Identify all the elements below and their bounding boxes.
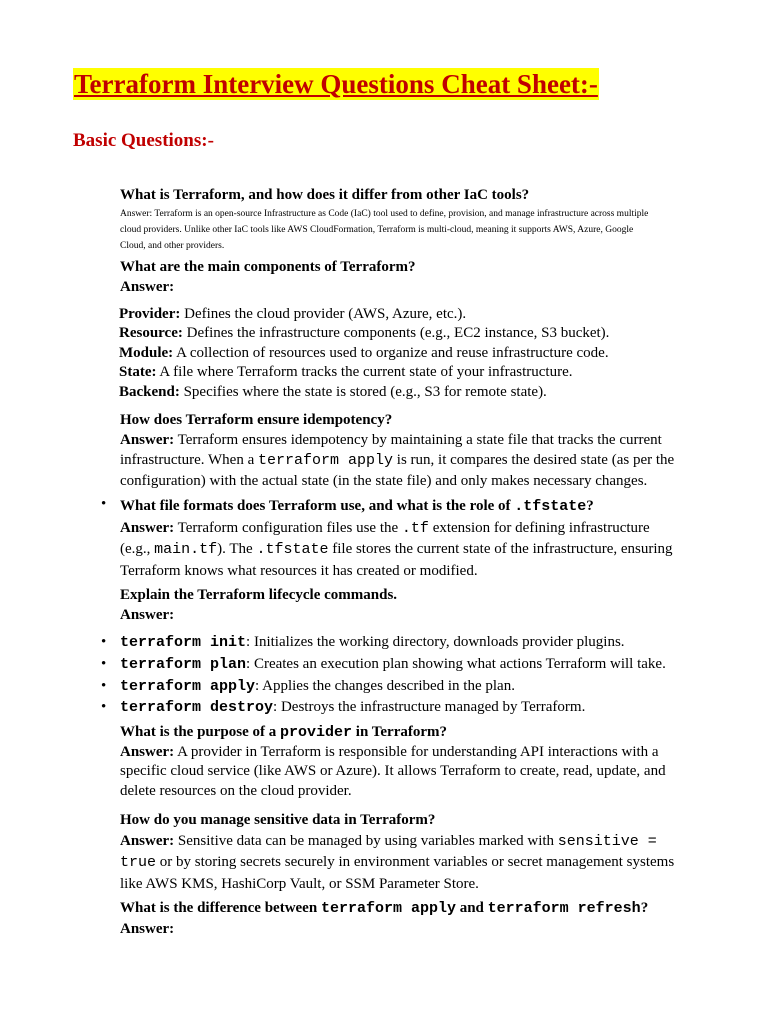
answer-text: Sensitive data can be managed by using variables marked with — [174, 832, 558, 849]
component-item — [119, 305, 609, 324]
answer-line: configuration) with the actual state (in the state file) and only makes necessary changes. — [120, 473, 648, 489]
answer-line — [120, 450, 705, 471]
question-part: in Terraform? — [352, 724, 448, 740]
answer-line — [120, 430, 705, 450]
command-code: terraform plan — [120, 655, 247, 673]
command-desc: : Destroys the infrastructure managed by Terraform. — [273, 699, 586, 716]
section-heading: Basic Questions:- — [73, 130, 214, 151]
command-desc: : Initializes the working directory, downloads provider plugins. — [246, 634, 625, 650]
inline-code: true — [120, 854, 157, 871]
component-term: State: — [119, 364, 157, 381]
component-desc: Defines the cloud provider (AWS, Azure, etc.). — [180, 306, 467, 322]
answer-line — [120, 852, 705, 874]
answer-line: delete resources on the cloud provider. — [120, 782, 352, 799]
component-item — [119, 363, 609, 382]
answer-label: Answer: — [120, 278, 175, 295]
question-text: How does Terraform ensure idempotency? — [120, 412, 393, 428]
answer-line: Terraform knows what resources it has created or modified. — [120, 562, 478, 579]
inline-code: .tfstate — [256, 541, 329, 558]
inline-code: terraform apply — [320, 900, 456, 917]
component-item — [119, 383, 609, 402]
command-item — [101, 632, 666, 654]
answer-label: Answer: — [120, 519, 175, 536]
title-wrapper — [73, 68, 599, 100]
answer-text: infrastructure. When a — [120, 452, 258, 468]
question-text: How do you manage sensitive data in Terraform? — [120, 812, 436, 828]
command-code: terraform init — [120, 634, 247, 651]
bullet: • — [101, 699, 107, 716]
question-text — [120, 898, 705, 919]
command-item — [101, 654, 666, 676]
component-desc: Defines the infrastructure components (e.g., EC2 instance, S3 bucket). — [182, 325, 610, 342]
question-block-3 — [120, 410, 705, 491]
question-text: Explain the Terraform lifecycle commands. — [120, 587, 398, 603]
answer-line: Answer: Terraform is an open-source Infrastructure as Code (IaC) tool used to define, provision, and manage infrastructure across multiple — [120, 208, 649, 219]
answer-line — [120, 539, 705, 561]
command-item — [101, 676, 666, 698]
question-block-1 — [120, 186, 705, 254]
answer-text: file stores the current state of the infrastructure, ensuring — [328, 541, 673, 557]
question-text: What are the main components of Terraform? — [120, 259, 416, 275]
inline-code: sensitive = — [557, 832, 657, 850]
component-term: Provider: — [119, 306, 181, 322]
answer-text: extension for defining infrastructure — [428, 519, 650, 536]
inline-code: provider — [280, 724, 353, 741]
bullet: • — [101, 634, 107, 650]
command-desc: : Applies the changes described in the plan. — [255, 677, 515, 694]
component-term: Backend: — [119, 383, 180, 400]
answer-line: like AWS KMS, HashiCorp Vault, or SSM Parameter Store. — [120, 875, 479, 892]
question-part: What is the purpose of a — [120, 724, 281, 740]
command-list — [101, 632, 666, 719]
answer-line — [120, 518, 705, 540]
question-block-2 — [120, 258, 705, 297]
component-list — [119, 305, 609, 402]
component-item — [119, 344, 609, 363]
question-text: What is Terraform, and how does it differ from other IaC tools? — [120, 187, 530, 203]
answer-text: A provider in Terraform is responsible for understanding API interactions with a — [174, 743, 659, 760]
answer-text: (e.g., — [120, 541, 155, 557]
command-code: terraform apply — [120, 677, 256, 695]
answer-line: cloud providers. Unlike other IaC tools like AWS CloudFormation, Terraform is multi-cloud, meaning it supports AWS, Azure, Google — [120, 224, 634, 235]
component-desc: Specifies where the state is stored (e.g., S3 for remote state). — [179, 383, 547, 400]
component-item — [119, 324, 609, 343]
question-part: ? — [586, 498, 594, 514]
answer-label: Answer: — [120, 743, 175, 760]
inline-code: .tf — [401, 519, 429, 537]
question-part: What is the difference between — [120, 900, 321, 916]
question-block-6 — [120, 723, 705, 801]
answer-text: or by storing secrets securely in environment variables or secret management systems — [156, 854, 675, 870]
question-text — [120, 723, 705, 743]
component-term: Resource: — [119, 325, 183, 342]
component-desc: A collection of resources used to organize and reuse infrastructure code. — [173, 344, 609, 361]
answer-text: Terraform configuration files use the — [174, 519, 402, 536]
answer-text: Terraform ensures idempotency by maintaining a state file that tracks the current — [174, 432, 662, 448]
question-text — [120, 496, 705, 518]
question-block-4 — [120, 496, 705, 581]
question-block-7 — [120, 810, 705, 894]
command-code: terraform destroy — [120, 699, 274, 717]
answer-text: ). The — [217, 541, 257, 557]
answer-label: Answer: — [120, 432, 175, 448]
bullet: • — [101, 655, 107, 672]
answer-line: specific cloud service (like AWS or Azure). It allows Terraform to create, read, update, and — [120, 763, 666, 779]
question-block-8 — [120, 898, 705, 939]
question-part: ? — [640, 900, 649, 916]
page-title: Terraform Interview Questions Cheat Sheet:- — [74, 69, 598, 99]
answer-label: Answer: — [120, 606, 175, 623]
question-part: and — [455, 900, 488, 916]
bullet: • — [101, 677, 107, 694]
inline-code: terraform apply — [258, 452, 394, 469]
question-part: What file formats does Terraform use, and what is the role of — [120, 498, 515, 514]
component-desc: A file where Terraform tracks the current state of your infrastructure. — [156, 364, 573, 381]
component-term: Module: — [119, 344, 174, 361]
inline-code: main.tf — [154, 541, 218, 558]
answer-label: Answer: — [120, 921, 175, 937]
inline-code: terraform refresh — [487, 900, 641, 917]
inline-code: .tfstate — [514, 498, 587, 515]
answer-text — [120, 206, 710, 254]
question-block-5 — [120, 586, 705, 625]
command-item — [101, 697, 666, 719]
command-desc: : Creates an execution plan showing what actions Terraform will take. — [246, 655, 666, 672]
answer-line: Cloud, and other providers. — [120, 240, 225, 251]
bullet: • — [101, 496, 107, 512]
answer-label: Answer: — [120, 832, 175, 849]
answer-text: is run, it compares the desired state (as per the — [393, 452, 675, 468]
answer-line — [120, 743, 705, 763]
answer-line — [120, 831, 705, 853]
